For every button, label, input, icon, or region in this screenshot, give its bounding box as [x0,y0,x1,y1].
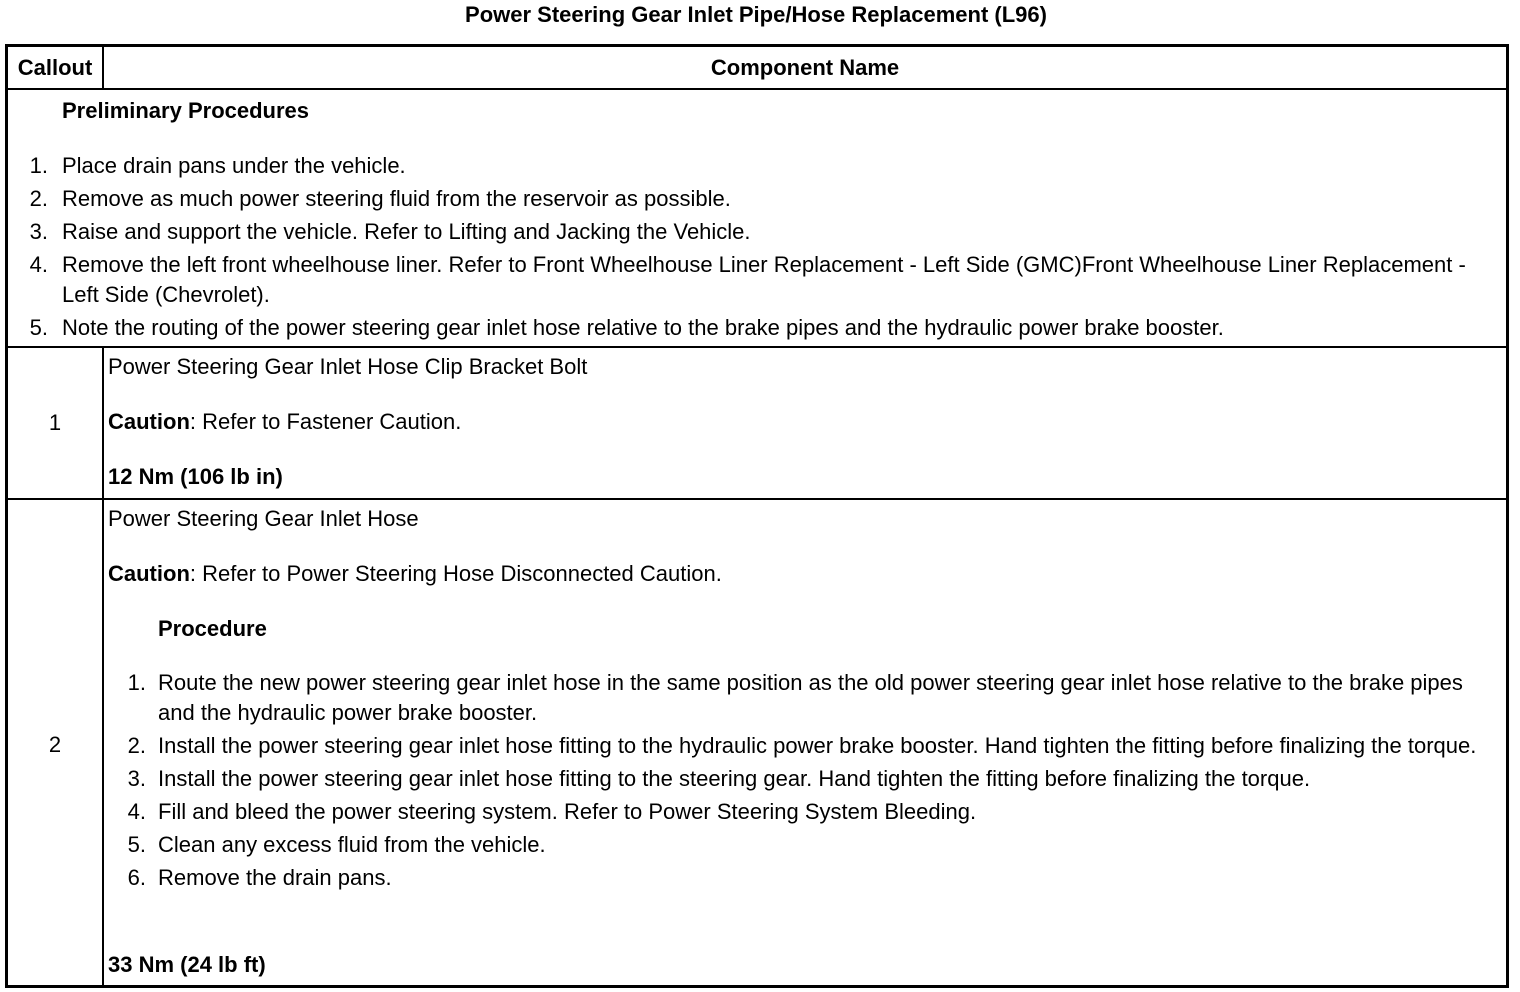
document-title: Power Steering Gear Inlet Pipe/Hose Replacement (L96) [465,2,1047,27]
step-text: Install the power steering gear inlet hose fitting to the hydraulic power brake booster. Hand tighten the fitting before finalizing the torque. [158,733,1477,758]
procedure-heading: Procedure [158,616,267,641]
caution-text: : Refer to Power Steering Hose Disconnected Caution. [189,561,722,586]
torque-spec: 33 Nm (24 lb ft) [108,952,266,977]
step-number: 4. [127,799,146,824]
caution-label: Caution [108,561,190,586]
step-text: Fill and bleed the power steering system. Refer to Power Steering System Bleeding. [158,799,977,824]
step-number: 1. [127,670,146,695]
step-number: 3. [127,766,146,791]
header-component-name: Component Name [710,55,900,80]
list-item [8,217,1498,247]
list-item [8,313,1498,343]
table-row [8,348,1506,500]
step-text: Route the new power steering gear inlet hose in the same position as the old power steering gear inlet hose relative to the brake pipes and the hydraulic power brake booster. [158,670,1463,725]
list-item [8,184,1498,214]
step-number: 5. [127,832,146,857]
table-header [8,47,1506,90]
callout-cell [8,348,104,498]
caution-text: : Refer to Fastener Caution. [189,409,462,434]
procedure-table [5,44,1509,988]
list-item [104,764,1484,794]
torque-spec: 12 Nm (106 lb in) [108,464,283,489]
preliminary-heading: Preliminary Procedures [62,98,310,123]
component-name: Power Steering Gear Inlet Hose [108,506,419,531]
component-cell [104,500,1506,985]
step-text: Remove the drain pans. [158,865,392,890]
step-text: Remove as much power steering fluid from the reservoir as possible. [62,186,731,211]
list-item [104,863,1484,893]
header-callout: Callout [8,47,104,88]
step-number: 2. [29,186,48,211]
callout-cell [8,500,104,985]
procedure-steps [104,668,1484,896]
step-number: 2. [127,733,146,758]
caution-line [108,561,722,587]
step-number: 6. [127,865,146,890]
step-text: Note the routing of the power steering gear inlet hose relative to the brake pipes and the hydraulic power brake booster. [62,315,1224,340]
step-text: Remove the left front wheelhouse liner. Refer to Front Wheelhouse Liner Replacement - Left Side (GMC)Front Wheelhouse Liner Replacement - Left Side (Chevrolet). [62,252,1466,307]
callout-number: 1 [48,410,62,435]
caution-label: Caution [108,409,190,434]
list-item [104,731,1484,761]
list-item [104,797,1484,827]
step-text: Clean any excess fluid from the vehicle. [158,832,546,857]
component-cell [104,348,1506,498]
callout-number: 2 [48,732,62,757]
list-item [104,830,1484,860]
step-text: Raise and support the vehicle. Refer to Lifting and Jacking the Vehicle. [62,219,751,244]
preliminary-steps [8,151,1498,346]
step-number: 4. [29,252,48,277]
list-item [8,151,1498,181]
preliminary-procedures-row [8,90,1506,348]
caution-line [108,409,461,435]
step-number: 1. [29,153,48,178]
step-text: Place drain pans under the vehicle. [62,153,406,178]
table-row [8,500,1506,985]
step-number: 5. [29,315,48,340]
list-item [8,250,1498,310]
step-text: Install the power steering gear inlet hose fitting to the steering gear. Hand tighten the fitting before finalizing the torque. [158,766,1311,791]
component-name: Power Steering Gear Inlet Hose Clip Bracket Bolt [108,354,588,379]
list-item [104,668,1484,728]
step-number: 3. [29,219,48,244]
